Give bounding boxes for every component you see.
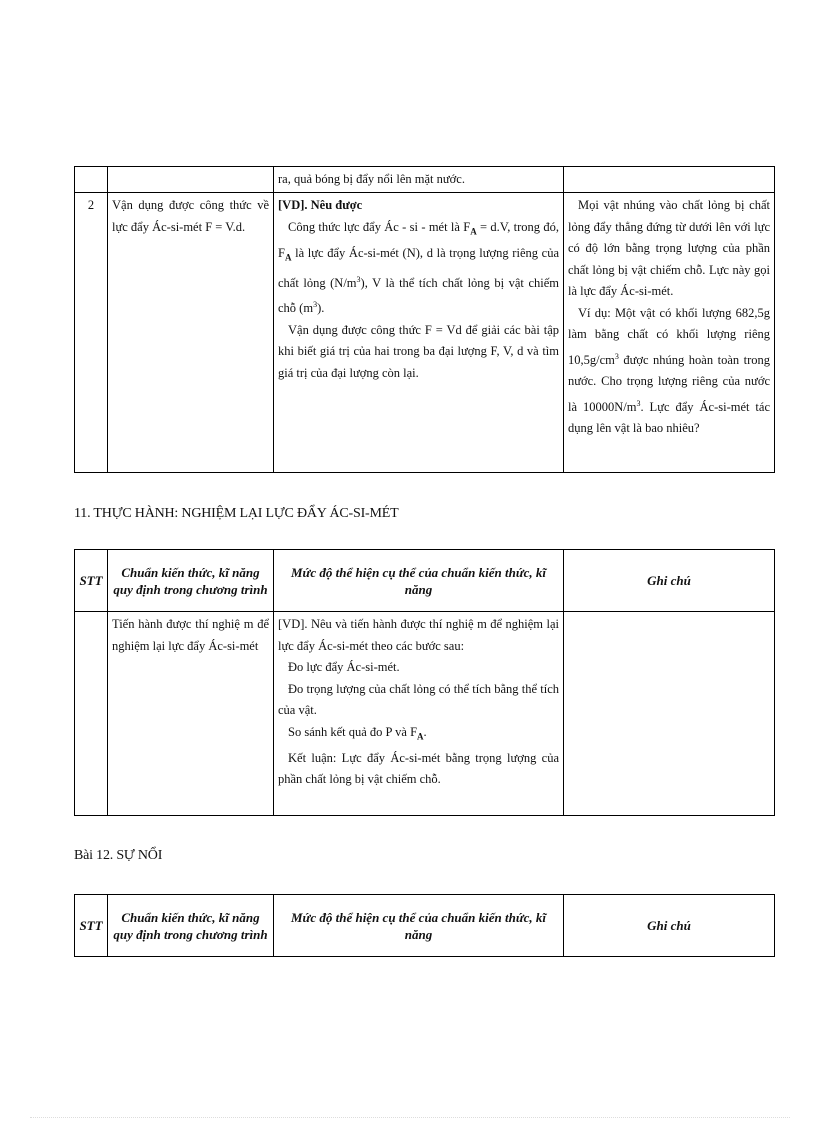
cell-level (274, 612, 564, 816)
header-stt: STT (75, 895, 108, 957)
header-level: Mức độ thể hiện cụ thể của chuẩn kiến thức, kĩ năng (274, 550, 564, 612)
step-2: Đo trọng lượng của chất lỏng có thể tích bằng thể tích của vật. (278, 681, 559, 717)
header-standard: Chuẩn kiến thức, kĩ năng quy định trong chương trình (108, 895, 274, 957)
level-formula-paragraph: Công thức lực đẩy Ác - si - mét là $F_A = d.V$, trong đó, $F_A$ là lực đẩy Ác-si-mét (N), d là trọng lượng riêng của chất lỏng $(N/m^3)$, V là thể tích chất lỏng bị vật chiếm chỗ $(m^3)$. (278, 219, 559, 316)
cell-standard (108, 612, 274, 816)
cell-empty (75, 612, 108, 816)
cell-standard (108, 193, 274, 473)
step-3: So sánh kết quả đo P và $F_A$. (288, 724, 427, 741)
level-application-paragraph: Vận dụng được công thức F = Vd để giải các bài tập khi biết giá trị của hai trong ba đại lượng F, V, d và tìm giá trị của đại lượng còn lại. (278, 322, 559, 380)
continuation-text: ra, quả bóng bị đẩy nổi lên mặt nước. (278, 172, 465, 186)
section-12-heading: Bài 12. SỰ NỔI (74, 848, 163, 863)
header-level: Mức độ thể hiện cụ thể của chuẩn kiến thức, kĩ năng (274, 895, 564, 957)
note-definition: Mọi vật nhúng vào chất lỏng bị chất lỏng đẩy thẳng đứng từ dưới lên với lực có độ lớn bằng trọng lượng của phần chất lỏng bị vật chiếm chỗ. Lực này gọi là lực đẩy Ác-si-mét. (568, 198, 770, 298)
header-note: Ghi chú (564, 550, 775, 612)
step-4: Kết luận: Lực đẩy Ác-si-mét bằng trọng lượng của phần chất lỏng bị vật chiếm chỗ. (278, 750, 559, 786)
page-bottom-divider (30, 1117, 790, 1118)
table-force-application (74, 166, 775, 473)
standard-text: Vận dụng được công thức về lực đẩy Ác-si-mét F = V.d. (112, 198, 269, 234)
level-intro: [VD]. Nêu được (278, 198, 363, 212)
cell-level (274, 193, 564, 473)
table-row-practice (75, 612, 775, 816)
cell-continuation-text (274, 167, 564, 193)
header-note: Ghi chú (564, 895, 775, 957)
stt-value: 2 (87, 198, 95, 212)
cell-empty (564, 612, 775, 816)
cell-empty (75, 167, 108, 193)
table-practice (74, 549, 775, 816)
header-standard: Chuẩn kiến thức, kĩ năng quy định trong chương trình (108, 550, 274, 612)
cell-stt (75, 193, 108, 473)
standard-text: Tiến hành được thí nghiệ m để nghiệm lại lực đẩy Ác-si-mét (112, 617, 269, 653)
table-header-row (75, 895, 775, 957)
section-11-heading: 11. THỰC HÀNH: NGHIỆM LẠI LỰC ĐẨY ÁC-SI-MÉT (74, 506, 399, 521)
cell-note (564, 193, 775, 473)
table-header-row (75, 550, 775, 612)
step-1: Đo lực đẩy Ác-si-mét. (288, 660, 400, 674)
table-floating (74, 894, 775, 957)
note-example: Ví dụ: Một vật có khối lượng 682,5g làm bằng chất có khối lượng riêng $10,5g/cm^3$ được nhúng hoàn toàn trong nước. Cho trọng lượng riêng của nước là $10000N/m^3$. Lực đẩy Ác-si-mét tác dụng lên vật là bao nhiêu? (568, 305, 771, 436)
table-row-continuation (75, 167, 775, 193)
cell-empty (108, 167, 274, 193)
cell-empty (564, 167, 775, 193)
header-stt: STT (75, 550, 108, 612)
level-intro: [VD]. Nêu và tiến hành được thí nghiệ m để nghiệm lại lực đẩy Ác-si-mét theo các bước sau: (278, 617, 559, 653)
table-row-2 (75, 193, 775, 473)
